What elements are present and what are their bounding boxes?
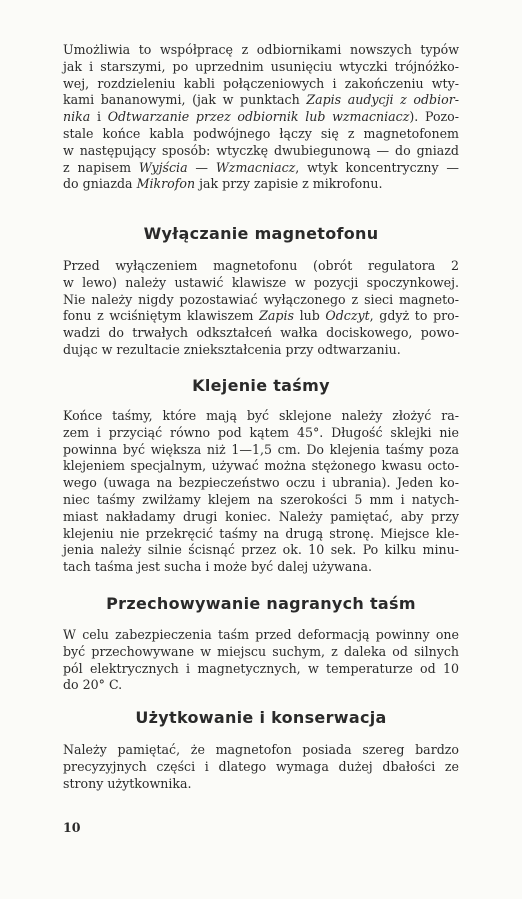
paragraph-line: [63, 759, 459, 776]
paragraph-line: [63, 742, 459, 759]
text-run: wadzi do trwałych odkształceń wałka dociskowego, powo-: [63, 325, 459, 341]
paragraph-line: [63, 458, 459, 475]
text-run: wej, rozdzieleniu kabli połączeniowych i zakończeniu wty-: [63, 75, 459, 91]
italic-run: Zapis: [259, 308, 294, 324]
section-heading: Wyłączanie magnetofonu: [143, 224, 379, 243]
text-run: klejeniu nie przekręcić taśmy na drugą stronę. Miejsce kle-: [63, 525, 459, 541]
italic-run: nika: [63, 109, 91, 125]
paragraph-line: [63, 42, 459, 59]
text-run: niec taśmy zwilżamy klejem na szerokości 5 mm i natych-: [63, 492, 459, 507]
paragraph-line: [63, 325, 459, 342]
paragraph-line: [63, 677, 459, 694]
text-run: z napisem: [63, 159, 139, 175]
italic-run: Mikrofon: [136, 176, 196, 192]
page-number: 10: [63, 820, 81, 835]
paragraph-line: [63, 76, 459, 93]
paragraph-line: [63, 425, 459, 442]
paragraph-line: [63, 126, 459, 143]
text-run: powinna być większa niż 1—1,5 cm. Do klejenia taśmy poza: [63, 441, 459, 457]
paragraph-line: [63, 59, 459, 76]
text-run: stale końce kabla podwójnego łączy się z magnetofonem: [63, 126, 459, 141]
paragraph-line: [63, 475, 459, 492]
paragraph-line: [63, 559, 459, 576]
text-run: strony użytkownika.: [63, 775, 192, 791]
paragraph-line: [63, 275, 459, 292]
paragraph-line: [63, 661, 459, 678]
text-run: do gniazda: [63, 176, 137, 192]
paragraph-line: [63, 160, 459, 177]
text-run: zem i przyciąć równo pod kątem 45°. Długość sklejki nie: [63, 424, 459, 440]
section-heading: Użytkowanie i konserwacja: [135, 708, 387, 727]
italic-run: Odczyt: [325, 308, 370, 324]
paragraph-line: [63, 776, 459, 793]
text-run: Nie należy nigdy pozostawiać wyłączonego z sieci magneto-: [63, 291, 459, 307]
paragraph-line: [63, 408, 459, 425]
paragraph-line: [63, 526, 459, 543]
paragraph-line: [63, 109, 459, 126]
italic-run: Wyjścia: [138, 159, 188, 175]
text-run: dując w rezultacie zniekształcenia przy odtwarzaniu.: [63, 342, 401, 357]
paragraph-line: [63, 143, 459, 160]
paragraph-line: [63, 176, 459, 193]
text-run: , wtyk koncentryczny —: [295, 159, 459, 175]
text-run: , gdyż to pro-: [369, 308, 459, 324]
paragraph-line: [63, 627, 459, 644]
text-run: fonu z wciśniętym klawiszem: [63, 308, 260, 324]
section-heading: Przechowywanie nagranych taśm: [106, 594, 416, 613]
text-run: Końce taśmy, które mają być sklejone należy złożyć ra-: [63, 408, 459, 423]
text-run: w następujący sposób: wtyczkę dwubiegunową — do gniazd: [63, 142, 459, 158]
text-run: miast nakładamy drugi koniec. Należy pamiętać, aby przy: [63, 508, 459, 524]
section-heading: Klejenie taśmy: [192, 376, 330, 395]
text-run: i: [90, 109, 108, 125]
paragraph-line: [63, 342, 459, 359]
text-run: Należy pamiętać, że magnetofon posiada szereg bardzo: [63, 742, 459, 757]
italic-run: Wzmacniacz: [215, 159, 296, 175]
paragraph-line: [63, 442, 459, 459]
paragraph-line: [63, 92, 459, 109]
text-run: tach taśma jest sucha i może być dalej używana.: [63, 559, 372, 575]
text-run: jak i starszymi, po uprzednim usunięciu wtyczki trójnóżko-: [63, 58, 459, 74]
paragraph-line: [63, 509, 459, 526]
paragraph-line: [63, 492, 459, 509]
text-run: —: [187, 159, 216, 175]
text-run: kami bananowymi, (jak w punktach: [63, 92, 307, 108]
text-run: W celu zabezpieczenia taśm przed deformacją powinny one: [63, 627, 459, 642]
text-run: jak przy zapisie z mikrofonu.: [195, 176, 383, 192]
text-run: do 20° C.: [63, 677, 123, 693]
text-run: lub: [293, 308, 326, 324]
text-run: pól elektrycznych i magnetycznych, w temperaturze od 10: [63, 660, 459, 676]
text-run: jenia należy silnie ścisnąć przez ok. 10 sek. Po kilku minu-: [63, 542, 459, 558]
text-run: ). Pozo-: [409, 109, 460, 125]
text-run: klejeniem specjalnym, używać można stężonego kwasu octo-: [63, 458, 459, 474]
paragraph-line: [63, 292, 459, 309]
paragraph-line: [63, 258, 459, 275]
text-run: wego (uwaga na bezpieczeństwo oczu i ubrania). Jeden ko-: [63, 475, 459, 491]
paragraph-line: [63, 644, 459, 661]
italic-run: Odtwarzanie przez odbiornik lub wzmacniacz: [107, 109, 410, 125]
text-run: w lewo) należy ustawić klawisze w pozycji spoczynkowej.: [63, 274, 459, 290]
text-run: Przed wyłączeniem magnetofonu (obrót regulatora 2: [63, 258, 459, 273]
text-run: być przechowywane w miejscu suchym, z daleka od silnych: [63, 643, 459, 659]
paragraph-line: [63, 542, 459, 559]
paragraph-line: [63, 308, 459, 325]
italic-run: Zapis audycji z odbior-: [306, 92, 459, 108]
text-run: precyzyjnych części i dlatego wymaga dużej dbałości ze: [63, 758, 459, 774]
text-run: Umożliwia to współpracę z odbiornikami nowszych typów: [63, 42, 459, 57]
